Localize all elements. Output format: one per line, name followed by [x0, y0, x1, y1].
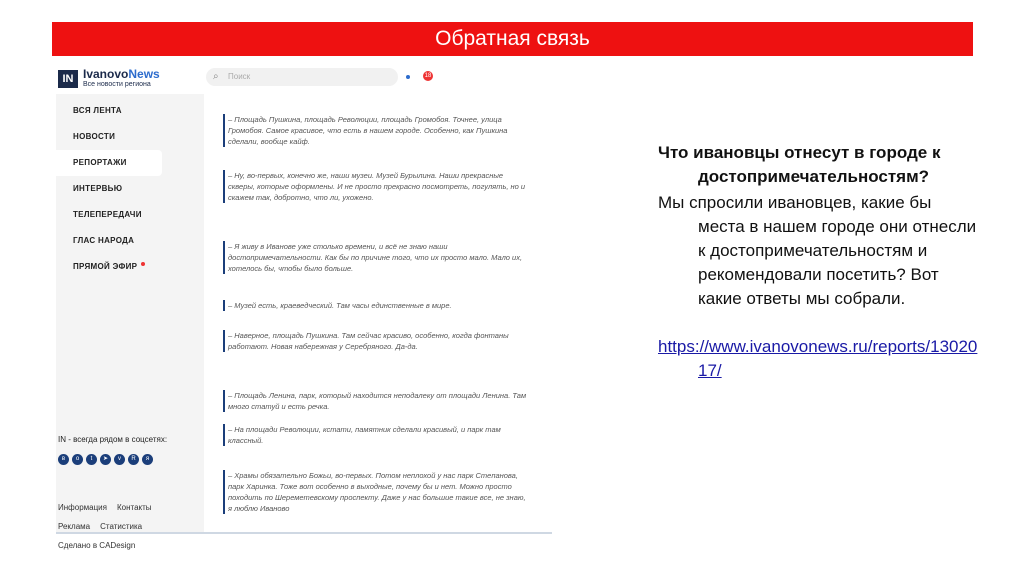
search-placeholder: Поиск: [228, 72, 251, 81]
nav-item-interview[interactable]: ИНТЕРВЬЮ: [73, 184, 123, 193]
live-dot: [141, 262, 145, 266]
logo-tagline: Все новости региона: [83, 81, 151, 88]
age-badge: 18: [424, 73, 432, 79]
footer-stats-link[interactable]: Статистика: [100, 522, 143, 531]
search-input[interactable]: [206, 68, 398, 86]
vk-icon[interactable]: в: [58, 454, 69, 465]
logo-mark: IN: [58, 70, 78, 88]
text-panel: [658, 141, 978, 383]
website-screenshot: [56, 64, 552, 550]
quote-8: – Храмы обязательно Божьи, во-первых. Потом неплохой у нас парк Степанова, парк Харинка. Тоже вот особенно в выходные, почему бы и нет. Можно просто походить по Шереметевскому проспекту. Даже у нас большие такие все, не знаю, я люблю Иваново: [228, 470, 528, 514]
footer-links: [58, 498, 162, 555]
quote-2: – Ну, во-первых, конечно же, наши музеи. Музей Бурылина. Наши прекрасные скверы, которые оформлены. И не просто прекрасно посмотреть, погулять, но и скажем так, добротно, что ли, ухожено.: [228, 170, 528, 203]
nav-item-voice[interactable]: ГЛАС НАРОДА: [73, 236, 135, 245]
quote-4: – Музей есть, краеведческий. Там часы единственные в мире.: [228, 300, 528, 311]
quote-7: – На площади Революции, кстати, памятник сделали красивый, и парк там классный.: [228, 424, 528, 446]
sidebar: [56, 94, 204, 550]
nav-item-news[interactable]: НОВОСТИ: [73, 132, 116, 141]
nav-item-tv[interactable]: ТЕЛЕПЕРЕДАЧИ: [73, 210, 142, 219]
twitter-icon[interactable]: t: [86, 454, 97, 465]
rss-icon[interactable]: R: [128, 454, 139, 465]
footer-info-link[interactable]: Информация: [58, 503, 107, 512]
social-title: IN - всегда рядом в соцсетях:: [58, 435, 168, 444]
viber-icon[interactable]: v: [114, 454, 125, 465]
social-links: [58, 454, 153, 465]
footer-ads-link[interactable]: Реклама: [58, 522, 91, 531]
nav-item-live[interactable]: ПРЯМОЙ ЭФИР: [56, 254, 204, 280]
footer-contacts-link[interactable]: Контакты: [116, 503, 152, 512]
quote-1: – Площадь Пушкина, площадь Революции, площадь Громобоя. Точнее, улица Громобоя. Самое красивое, что есть в нашем городе. Особенно, как Пушкина сделали, вообще кайф.: [228, 114, 528, 147]
notification-dot: [406, 75, 410, 79]
source-link[interactable]: https://www.ivanovonews.ru/reports/1302017/: [658, 337, 978, 380]
description-paragraph: Мы спросили ивановцев, какие бы места в нашем городе они отнесли к достопримечательностям и рекомендовали посетить? Вот какие ответы мы собрали.: [658, 193, 977, 308]
slide-title: Обратная связь: [52, 22, 973, 56]
quote-3: – Я живу в Иванове уже столько времени, и всё не знаю наши достопримечательности. Как бы по причине того, что их просто мало. Мало их, хотелось бы, чтобы было больше.: [228, 241, 528, 274]
quote-6: – Площадь Ленина, парк, который находится неподалеку от площади Ленина. Там много статуй и есть речка.: [228, 390, 528, 412]
ok-icon[interactable]: о: [72, 454, 83, 465]
yandex-icon[interactable]: я: [142, 454, 153, 465]
question-heading: Что ивановцы отнесут в городе к достопримечательностям?: [658, 143, 941, 186]
nav-item-reports[interactable]: РЕПОРТАЖИ: [56, 150, 162, 176]
footer-made-by[interactable]: Сделано в CADesign: [58, 541, 136, 550]
nav-item-all[interactable]: ВСЯ ЛЕНТА: [73, 106, 122, 115]
site-logo[interactable]: [58, 68, 160, 89]
logo-name: IvanovoNews: [83, 67, 160, 81]
quote-5: – Наверное, площадь Пушкина. Там сейчас красиво, особенно, когда фонтаны работают. Новая набережная у Серебряного. Да-да.: [228, 330, 528, 352]
telegram-icon[interactable]: ➤: [100, 454, 111, 465]
search-icon: ⌕: [213, 71, 219, 82]
